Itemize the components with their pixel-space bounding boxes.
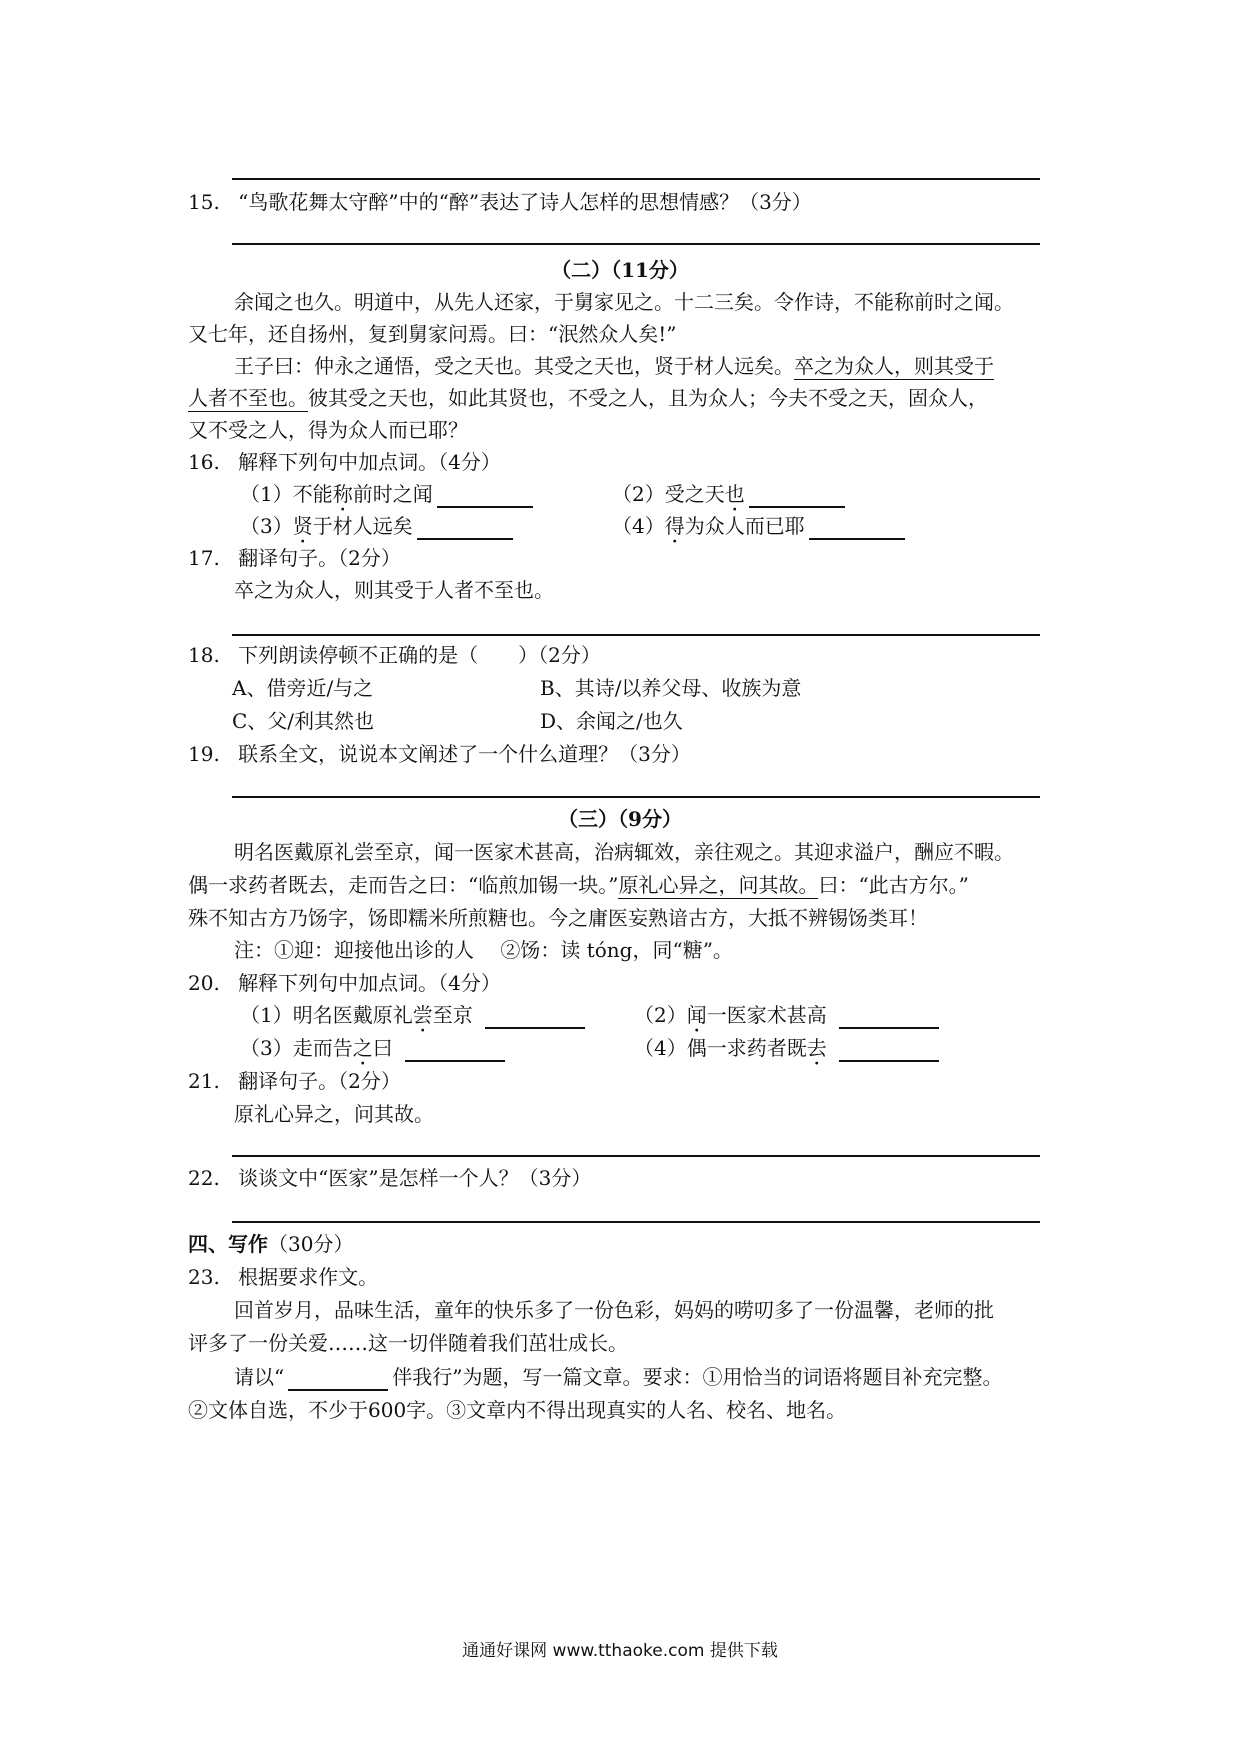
option-d[interactable]: D、余闻之/也久 (540, 709, 683, 733)
question-text: 下列朗读停顿不正确的是（ ）（2分） (238, 643, 601, 667)
question-number: 21. (188, 1069, 220, 1093)
section-title: （三）（9分） (558, 807, 682, 831)
question-20 (188, 966, 1240, 1000)
question-text: 谈谈文中“医家”是怎样一个人？（3分） (238, 1166, 592, 1190)
question-number: 17. (188, 546, 220, 570)
question-23 (188, 1260, 1240, 1294)
prompt-line: 回首岁月，品味生活，童年的快乐多了一份色彩，妈妈的唠叨多了一份温馨，老师的批 (234, 1298, 994, 1322)
question-16 (188, 445, 1240, 479)
question-text: 解释下列句中加点词。（4分） (238, 971, 501, 995)
prompt-line: ②文体自选，不少于600字。③文章内不得出现真实的人名、校名、地名。 (188, 1398, 847, 1422)
section-title: （二）（11分） (551, 258, 689, 282)
page-footer: 通通好课网 www.tthaoke.com 提供下载 (462, 1641, 778, 1661)
passage-text: 彼其受之天也，如此其贤也，不受之人，且为众人；今夫不受之天，固众人， (308, 386, 988, 410)
underlined-sentence: 人者不至也。 (188, 386, 308, 410)
title-blank[interactable] (288, 1367, 388, 1391)
section-heading: 四、写作 (188, 1232, 268, 1256)
q20-item-4: （4）偶一求药者既去 (634, 1031, 943, 1065)
passage-line: 殊不知古方乃饧字，饧即糯米所煎糖也。今之庸医妄熟谙古方，大抵不辨锡饧类耳！ (188, 906, 928, 930)
prompt-text: 伴我行”为题，写一篇文章。要求：①用恰当的词语将题目补充完整。 (392, 1365, 1003, 1389)
question-18 (188, 638, 1240, 672)
question-17 (188, 541, 1240, 575)
q20-item-1: （1）明名医戴原礼尝至京 (240, 998, 589, 1032)
passage-line: 又不受之人，得为众人而已耶？ (188, 418, 468, 442)
passage-text: 曰：“此古方尔。” (818, 873, 969, 897)
question-number: 23. (188, 1265, 220, 1289)
q16-item-4: （4）得为众人而已耶 (612, 509, 905, 543)
question-number: 15. (188, 190, 220, 214)
answer-line (232, 1221, 1040, 1223)
q16-item-2: （2）受之天也 (612, 477, 845, 511)
answer-line (232, 243, 1040, 245)
question-text: 联系全文，说说本文阐述了一个什么道理？（3分） (238, 742, 691, 766)
question-text: 翻译句子。（2分） (238, 1069, 401, 1093)
q16-item-1: （1）不能称前时之闻 (240, 477, 533, 511)
option-c[interactable]: C、父/利其然也 (232, 709, 375, 733)
question-number: 19. (188, 742, 220, 766)
question-number: 16. (188, 450, 220, 474)
answer-blank[interactable] (839, 1005, 939, 1029)
answer-blank[interactable] (405, 1038, 505, 1062)
answer-blank[interactable] (417, 516, 513, 540)
answer-blank[interactable] (485, 1005, 585, 1029)
option-a[interactable]: A、借旁近/与之 (232, 676, 374, 700)
q16-item-3: （3）贤于材人远矣 (240, 509, 513, 543)
question-text: 翻译句子。（2分） (238, 546, 401, 570)
question-text: “鸟歌花舞太守醉”中的“醉”表达了诗人怎样的思想情感？（3分） (238, 190, 812, 214)
note: 注：①迎：迎接他出诊的人 ②饧：读 tóng，同“糖”。 (234, 938, 733, 962)
answer-blank[interactable] (839, 1038, 939, 1062)
question-19 (188, 737, 1240, 771)
passage-line (188, 868, 1240, 902)
underlined-sentence: 卒之为众人，则其受于 (794, 354, 994, 378)
question-number: 18. (188, 643, 220, 667)
answer-line (232, 796, 1040, 798)
prompt-text: 请以“ (234, 1365, 285, 1389)
passage-line: 余闻之也久。明道中，从先人还家，于舅家见之。十二三矣。令作诗，不能称前时之闻。 (234, 290, 1014, 314)
question-21 (188, 1064, 1240, 1098)
writing-heading (188, 1227, 1240, 1261)
passage-line (234, 349, 1240, 383)
answer-line (232, 634, 1040, 636)
answer-line (232, 178, 1040, 180)
passage-text: 王子曰：仲永之通悟，受之天也。其受之天也，贤于材人远矣。 (234, 354, 794, 378)
q20-item-3: （3）走而告之曰 (240, 1031, 509, 1065)
question-15 (188, 185, 1240, 219)
underlined-sentence: 原礼心异之，问其故。 (618, 873, 819, 897)
question-number: 22. (188, 1166, 220, 1190)
answer-blank[interactable] (809, 516, 905, 540)
question-number: 20. (188, 971, 220, 995)
passage-line: 又七年，还自扬州，复到舅家问焉。曰：“泯然众人矣!” (188, 322, 677, 346)
question-text: 解释下列句中加点词。（4分） (238, 450, 501, 474)
passage-line: 明名医戴原礼尝至京，闻一医家术甚高，治病辄效，亲往观之。其迎求溢户，酬应不暇。 (234, 840, 1014, 864)
q20-item-2: （2）闻一医家术甚高 (634, 998, 943, 1032)
question-22 (188, 1161, 1240, 1195)
translation-sentence: 卒之为众人，则其受于人者不至也。 (234, 578, 554, 602)
answer-blank[interactable] (749, 484, 845, 508)
section-score: （30分） (268, 1232, 354, 1256)
passage-line (188, 381, 1240, 415)
prompt-line: 评多了一份关爱……这一切伴随着我们茁壮成长。 (188, 1331, 628, 1355)
question-text: 根据要求作文。 (238, 1265, 379, 1289)
passage-text: 偶一求药者既去，走而告之曰：“临煎加锡一块。” (188, 873, 619, 897)
answer-line (232, 1155, 1040, 1157)
prompt-line (234, 1360, 1240, 1394)
translation-sentence: 原礼心异之，问其故。 (234, 1102, 434, 1126)
answer-blank[interactable] (437, 484, 533, 508)
option-b[interactable]: B、其诗/以养父母、收族为意 (540, 676, 802, 700)
